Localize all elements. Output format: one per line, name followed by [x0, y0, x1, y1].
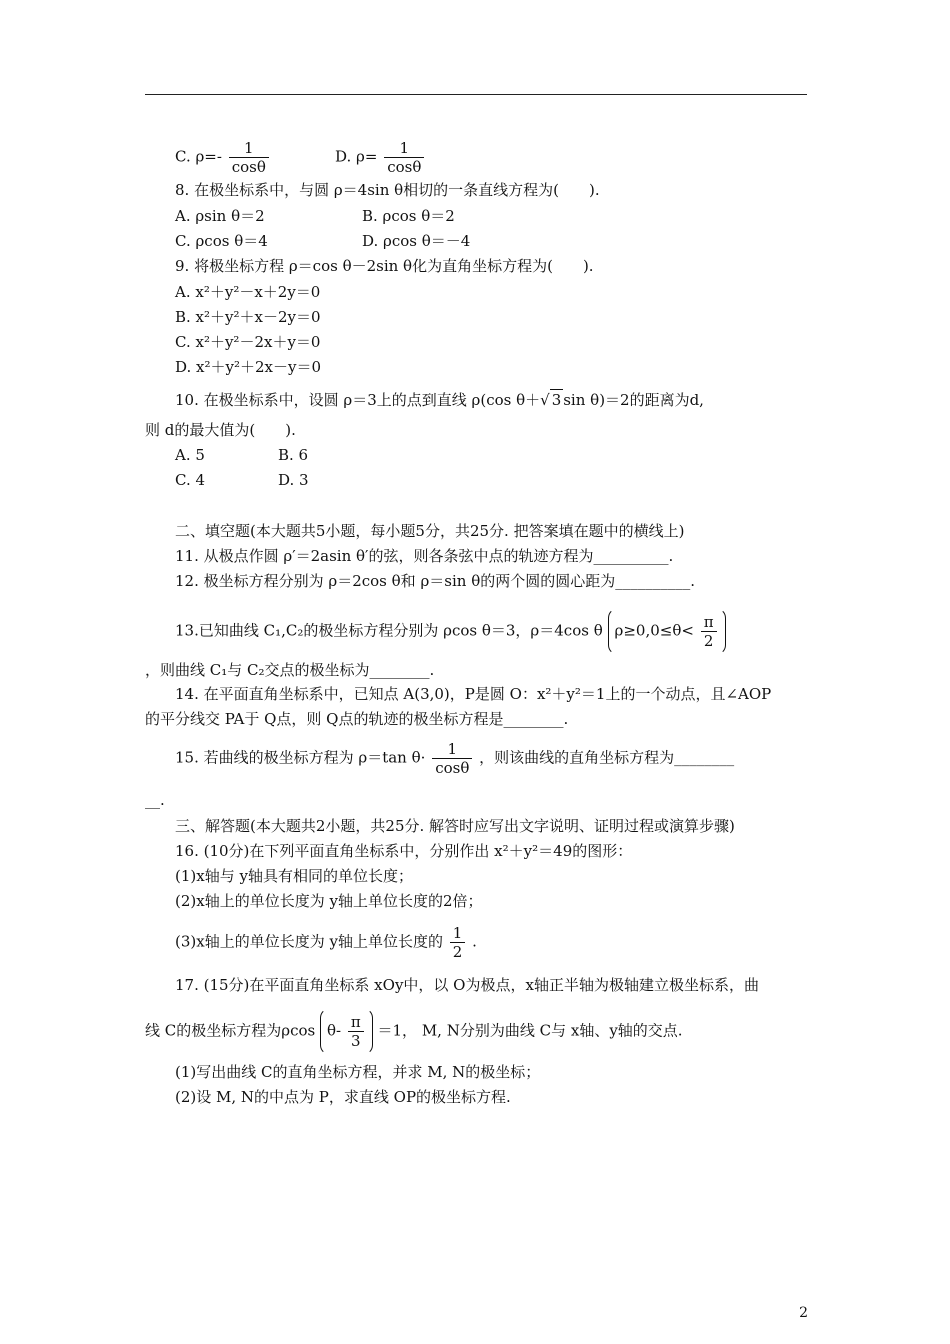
option-9d: D. x²＋y²＋2x－y＝0 — [175, 358, 322, 376]
fraction: $\frac{1}{\cos\theta}$ — [384, 139, 424, 176]
question-14-cont: 的平分线交 PA于 Q点，则 Q点的轨迹的极坐标方程是________. — [145, 710, 569, 728]
page-number: 2 — [799, 1305, 808, 1321]
question-15: 15. 若曲线的极坐标方程为 ρ＝tan θ· $\frac{1}{\cos\theta}$ ，则该曲线的直角坐标方程为________ — [175, 740, 735, 777]
section-2-title: 二、填空题(本大题共5小题，每小题5分，共25分. 把答案填在题中的横线上) — [175, 522, 685, 540]
header-rule — [145, 94, 807, 95]
fraction: $\frac{1}{\cos\theta}$ — [229, 139, 269, 176]
section-3-title: 三、解答题(本大题共2小题，共25分. 解答时应写出文字说明、证明过程或演算步骤) — [175, 817, 735, 835]
question-11: 11. 从极点作圆 ρ′＝2asin θ′的弦，则各条弦中点的轨迹方程为__________. — [175, 547, 674, 565]
question-8: 8. 在极坐标系中，与圆 ρ＝4sin θ相切的一条直线方程为( ). — [175, 181, 600, 199]
question-10: 10. 在极坐标系中，设圆 ρ＝3上的点到直线 ρ(cos θ＋√ 3 sin θ)＝2的距离为d, — [175, 391, 704, 409]
option-8c: C. ρcos θ＝4 — [175, 232, 268, 250]
question-17-part-1: (1)写出曲线 C的直角坐标方程，并求 M, N的极坐标； — [175, 1063, 541, 1081]
option-8a: A. ρsin θ＝2 — [175, 207, 265, 225]
question-9: 9. 将极坐标方程 ρ＝cos θ－2sin θ化为直角坐标方程为( ). — [175, 257, 594, 275]
question-16-part-2: (2)x轴上的单位长度为 y轴上单位长度的2倍； — [175, 892, 483, 910]
question-16-part-3: (3)x轴上的单位长度为 y轴上单位长度的 $\frac{1}{2}$ . — [175, 924, 477, 961]
option-7d: D. ρ= $\frac{1}{\cos\theta}$ — [335, 139, 426, 176]
option-7c: C. ρ=- $\frac{1}{\cos\theta}$ — [175, 139, 271, 176]
fraction: $\frac{1}{\cos\theta}$ — [432, 740, 472, 777]
option-9c: C. x²＋y²－2x＋y＝0 — [175, 333, 321, 351]
question-14: 14. 在平面直角坐标系中，已知点 A(3,0)，P是圆 O：x²＋y²＝1上的一个动点，且∠AOP — [175, 685, 772, 703]
fraction: $\frac{\pi}{2}$ — [701, 613, 717, 650]
question-16: 16. (10分)在下列平面直角坐标系中，分别作出 x²＋y²＝49的图形： — [175, 842, 633, 860]
question-17-part-2: (2)设 M, N的中点为 P，求直线 OP的极坐标方程. — [175, 1088, 511, 1106]
option-8b: B. ρcos θ＝2 — [362, 207, 455, 225]
option-10d: D. 3 — [278, 471, 309, 489]
option-10c: C. 4 — [175, 471, 206, 489]
option-10b: B. 6 — [278, 446, 309, 464]
option-10a: A. 5 — [175, 446, 205, 464]
condition-paren: ρ≥0,0≤θ< $\frac{\pi}{2}$ — [608, 608, 726, 655]
option-9b: B. x²＋y²＋x－2y＝0 — [175, 308, 321, 326]
question-17: 17. (15分)在平面直角坐标系 xOy中，以 O为极点，x轴正半轴为极轴建立极坐标系，曲 — [175, 976, 759, 994]
option-8d: D. ρcos θ＝－4 — [362, 232, 471, 250]
question-17-cont: 线 C的极坐标方程为ρcos θ- $\frac{\pi}{3}$ ＝1， M, N分别为曲线 C与 x轴、y轴的交点. — [145, 1008, 683, 1055]
question-16-part-1: (1)x轴与 y轴具有相同的单位长度； — [175, 867, 413, 885]
question-13-cont: ，则曲线 C₁与 C₂交点的极坐标为________. — [145, 661, 435, 679]
option-9a: A. x²＋y²－x＋2y＝0 — [175, 283, 321, 301]
question-10-cont: 则 d的最大值为( ). — [145, 421, 296, 439]
question-13: 13.已知曲线 C₁,C₂的极坐标方程分别为 ρcos θ＝3，ρ＝4cos θ ρ≥0,0≤θ< $\frac{\pi}{2}$ — [175, 608, 726, 655]
theta-paren: θ- $\frac{\pi}{3}$ — [320, 1008, 373, 1055]
question-15-cont: __. — [145, 791, 165, 809]
fraction: $\frac{1}{2}$ — [450, 924, 466, 961]
fraction: $\frac{\pi}{3}$ — [348, 1013, 364, 1050]
question-12: 12. 极坐标方程分别为 ρ＝2cos θ和 ρ＝sin θ的两个圆的圆心距为__________. — [175, 572, 695, 590]
